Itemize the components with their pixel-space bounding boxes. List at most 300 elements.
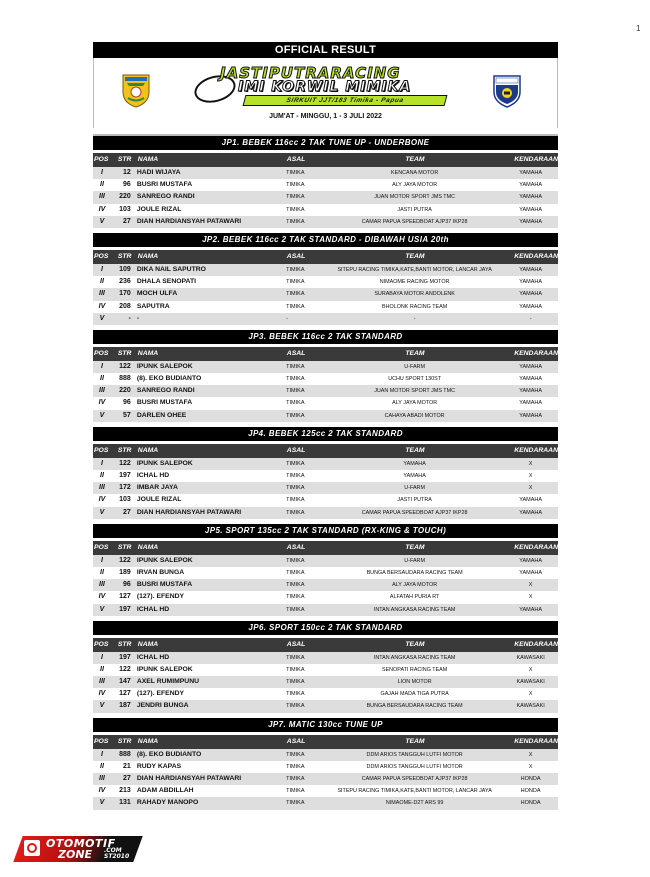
result-section bbox=[93, 718, 558, 810]
cell-asal: TIMIKA bbox=[286, 654, 305, 661]
cell-str: 96 bbox=[123, 581, 131, 589]
table-row bbox=[93, 470, 558, 482]
section-title: JP7. MATIC 130cc TUNE UP bbox=[93, 718, 558, 735]
column-header-row bbox=[93, 153, 558, 167]
table-row bbox=[93, 167, 558, 179]
cell-str: 109 bbox=[119, 265, 131, 273]
brand-line1: JASTIPUTRARACING bbox=[220, 64, 401, 82]
cell-team: LION MOTOR bbox=[397, 679, 432, 686]
cell-team: NIMAOME-D2T ARS 99 bbox=[385, 800, 444, 807]
cell-nama: IMBAR JAYA bbox=[136, 484, 178, 492]
column-header-nama: NAMA bbox=[137, 349, 159, 357]
table-row bbox=[93, 773, 558, 785]
column-header-str: STR bbox=[117, 737, 132, 745]
cell-str: 213 bbox=[119, 787, 131, 795]
cell-asal: TIMIKA bbox=[286, 400, 305, 407]
cell-kendaraan: X bbox=[528, 763, 533, 770]
cell-str: 236 bbox=[119, 278, 131, 286]
cell-asal: TIMIKA bbox=[286, 218, 305, 225]
imi-papua-emblem-icon bbox=[492, 74, 522, 108]
section-title: JP5. SPORT 135cc 2 TAK STANDARD (RX-KING & TOUCH) bbox=[93, 524, 558, 541]
column-header-pos: POS bbox=[94, 252, 109, 260]
result-rows bbox=[93, 652, 558, 713]
cell-str: 127 bbox=[119, 593, 131, 601]
cell-asal: TIMIKA bbox=[286, 291, 305, 298]
column-header-asal: ASAL bbox=[286, 252, 306, 260]
cell-nama: SANREGO RANDI bbox=[136, 193, 195, 201]
table-row bbox=[93, 494, 558, 506]
cell-team: JUAN MOTOR SPORT JMS TMC bbox=[374, 194, 455, 201]
cell-nama: SAPUTRA bbox=[136, 302, 170, 310]
result-section bbox=[93, 233, 558, 325]
cell-kendaraan: X bbox=[528, 751, 533, 758]
column-header-team: TEAM bbox=[405, 446, 425, 454]
cell-pos: V bbox=[99, 314, 105, 322]
table-row bbox=[93, 785, 558, 797]
cell-asal: TIMIKA bbox=[286, 582, 305, 589]
cell-kendaraan: YAMAHA bbox=[519, 497, 543, 504]
cell-kendaraan: YAMAHA bbox=[519, 170, 543, 176]
cell-team: YAMAHA bbox=[403, 473, 426, 479]
watermark-line3 bbox=[104, 848, 129, 860]
cell-pos: III bbox=[99, 484, 105, 492]
cell-str: 96 bbox=[123, 181, 131, 189]
column-header-row bbox=[93, 444, 558, 458]
cell-str: 220 bbox=[119, 387, 131, 395]
table-row bbox=[93, 373, 558, 385]
column-header-row bbox=[93, 541, 558, 555]
cell-asal: TIMIKA bbox=[286, 279, 305, 286]
column-header-pos: POS bbox=[94, 640, 109, 648]
column-header-team: TEAM bbox=[405, 640, 425, 648]
cell-pos: II bbox=[100, 665, 104, 673]
cell-kendaraan: YAMAHA bbox=[519, 363, 543, 370]
cell-nama: DARLEN OHEE bbox=[136, 411, 187, 419]
cell-nama: IPUNK SALEPOK bbox=[136, 556, 193, 564]
cell-str: 122 bbox=[119, 362, 131, 370]
cell-kendaraan: YAMAHA bbox=[519, 291, 543, 298]
cell-asal: TIMIKA bbox=[286, 679, 305, 686]
cell-asal: TIMIKA bbox=[286, 170, 305, 176]
column-header-pos: POS bbox=[94, 156, 109, 163]
watermark-est: ST2010 bbox=[104, 853, 130, 860]
table-row bbox=[93, 313, 558, 325]
cell-pos: V bbox=[99, 411, 105, 419]
page-number: 1 bbox=[636, 24, 641, 33]
table-row bbox=[93, 482, 558, 494]
cell-kendaraan: X bbox=[528, 485, 533, 492]
cell-str: 187 bbox=[119, 702, 131, 710]
column-header-nama: NAMA bbox=[137, 737, 159, 745]
cell-pos: III bbox=[99, 678, 105, 686]
column-header-kendaraan: KENDARAAN bbox=[514, 737, 558, 745]
cell-asal: TIMIKA bbox=[286, 569, 305, 576]
cell-pos: II bbox=[100, 278, 104, 286]
cell-nama: BUSRI MUSTAFA bbox=[136, 399, 193, 407]
cell-asal: TIMIKA bbox=[286, 376, 305, 383]
column-header-str: STR bbox=[117, 446, 132, 454]
cell-str: 170 bbox=[119, 290, 131, 298]
cell-kendaraan: X bbox=[528, 460, 533, 467]
column-header-nama: NAMA bbox=[137, 640, 159, 648]
cell-str: 122 bbox=[119, 665, 131, 673]
cell-team: KENCANA MOTOR bbox=[391, 170, 439, 176]
brand-strip: SIRKUIT JJT/183 Timika - Papua bbox=[243, 95, 448, 106]
cell-kendaraan: YAMAHA bbox=[519, 606, 543, 613]
cell-team: SURABAYA MOTOR ANDOLENK bbox=[374, 291, 455, 298]
cell-team: INTAN ANGKASA RACING TEAM bbox=[373, 606, 456, 613]
column-header-kendaraan: KENDARAAN bbox=[514, 543, 558, 551]
event-banner bbox=[93, 58, 558, 128]
table-row bbox=[93, 191, 558, 203]
cell-pos: IV bbox=[98, 690, 106, 698]
column-header-row bbox=[93, 735, 558, 749]
cell-pos: I bbox=[100, 169, 103, 176]
cell-asal: TIMIKA bbox=[286, 557, 305, 564]
cell-nama: DHALA SENOPATI bbox=[136, 278, 196, 286]
cell-str: 131 bbox=[119, 799, 131, 807]
cell-team: U-FARM bbox=[404, 485, 425, 492]
cell-pos: III bbox=[99, 581, 105, 589]
cell-kendaraan: YAMAHA bbox=[519, 279, 543, 286]
cell-str: 220 bbox=[119, 193, 131, 201]
cell-team: ALY JAYA MOTOR bbox=[392, 182, 438, 189]
table-row bbox=[93, 507, 558, 519]
cell-str: 197 bbox=[119, 472, 131, 479]
cell-str: 12 bbox=[123, 169, 131, 176]
cell-team: CAMAR PAPUA SPEEDBOAT AJP37 IKP28 bbox=[361, 776, 468, 782]
cell-asal: TIMIKA bbox=[286, 691, 305, 698]
cell-nama: ADAM ABDILLAH bbox=[136, 787, 194, 795]
column-header-asal: ASAL bbox=[286, 737, 306, 745]
cell-pos: II bbox=[100, 472, 104, 479]
column-header-team: TEAM bbox=[405, 737, 425, 745]
cell-team: BUNGA BERSAUDARA RACING TEAM bbox=[366, 569, 463, 576]
cell-team: U-FARM bbox=[404, 363, 425, 370]
cell-team: ALY JAYA MOTOR bbox=[392, 400, 438, 407]
cell-nama: RAHADY MANOPO bbox=[136, 799, 199, 807]
cell-pos: I bbox=[100, 750, 103, 758]
table-row bbox=[93, 276, 558, 288]
cell-str: 888 bbox=[119, 375, 131, 383]
cell-pos: I bbox=[100, 265, 103, 273]
section-title: JP1. BEBEK 116cc 2 TAK TUNE UP - UNDERBONE bbox=[93, 136, 558, 153]
column-header-kendaraan: KENDARAAN bbox=[514, 640, 558, 648]
column-header-kendaraan: KENDARAAN bbox=[514, 156, 558, 163]
cell-pos: IV bbox=[98, 787, 106, 795]
table-row bbox=[93, 579, 558, 591]
cell-kendaraan: X bbox=[528, 473, 533, 479]
cell-asal: TIMIKA bbox=[286, 194, 305, 201]
cell-asal: TIMIKA bbox=[286, 666, 305, 673]
cell-str: 27 bbox=[123, 508, 131, 516]
column-header-team: TEAM bbox=[405, 252, 425, 260]
results-sections bbox=[93, 136, 558, 810]
result-rows bbox=[93, 361, 558, 422]
cell-team: SENOPATI RACING TEAM bbox=[381, 666, 448, 673]
cell-pos: IV bbox=[98, 399, 106, 407]
cell-nama: (8). EKO BUDIANTO bbox=[136, 375, 202, 383]
cell-team: NIMAOME RACING MOTOR bbox=[379, 279, 450, 286]
section-title: JP6. SPORT 150cc 2 TAK STANDARD bbox=[93, 621, 558, 638]
table-row bbox=[93, 458, 558, 470]
cell-asal: TIMIKA bbox=[286, 788, 305, 795]
cell-asal: TIMIKA bbox=[286, 497, 305, 504]
column-header-kendaraan: KENDARAAN bbox=[514, 349, 558, 357]
column-header-asal: ASAL bbox=[286, 349, 306, 357]
cell-asal: TIMIKA bbox=[286, 412, 305, 419]
cell-kendaraan: YAMAHA bbox=[519, 303, 543, 310]
results-sheet bbox=[93, 42, 558, 810]
cell-nama: - bbox=[136, 314, 140, 322]
table-row bbox=[93, 216, 558, 228]
cell-pos: IV bbox=[98, 593, 106, 601]
cell-kendaraan: HONDA bbox=[520, 788, 541, 795]
cell-pos: I bbox=[100, 556, 103, 564]
cell-str: 197 bbox=[119, 605, 131, 613]
result-rows bbox=[93, 458, 558, 519]
cell-team: SITEPU RACING TIMIKA,KATE,BANTI MOTOR, LANCAR JAYA bbox=[337, 266, 492, 273]
table-row bbox=[93, 664, 558, 676]
table-row bbox=[93, 749, 558, 761]
cell-str: 122 bbox=[119, 556, 131, 564]
cell-str: 147 bbox=[119, 678, 131, 686]
cell-nama: DIAN HARDIANSYAH PATAWARI bbox=[136, 217, 242, 225]
cell-str: 96 bbox=[123, 399, 131, 407]
cell-team: CAMAR PAPUA SPEEDBOAT AJP37 IKP28 bbox=[361, 509, 468, 516]
table-row bbox=[93, 361, 558, 373]
mimika-regency-emblem-icon bbox=[121, 72, 151, 108]
column-header-str: STR bbox=[117, 156, 132, 163]
cell-asal: TIMIKA bbox=[286, 363, 305, 370]
result-section bbox=[93, 621, 558, 713]
watermark-logo bbox=[18, 836, 148, 862]
cell-team: SITEPU RACING TIMIKA,KATE,BANTI MOTOR, LANCAR JAYA bbox=[337, 788, 492, 795]
cell-nama: HADI WIJAYA bbox=[136, 169, 181, 176]
section-title: JP3. BEBEK 116cc 2 TAK STANDARD bbox=[93, 330, 558, 347]
cell-kendaraan: YAMAHA bbox=[519, 218, 543, 225]
cell-kendaraan: YAMAHA bbox=[519, 194, 543, 201]
cell-nama: IPUNK SALEPOK bbox=[136, 459, 193, 467]
cell-str: 21 bbox=[123, 762, 131, 770]
table-row bbox=[93, 567, 558, 579]
cell-kendaraan: YAMAHA bbox=[519, 412, 543, 419]
section-title: JP2. BEBEK 116cc 2 TAK STANDARD - DIBAWAH USIA 20th bbox=[93, 233, 558, 250]
column-header-row bbox=[93, 250, 558, 264]
cell-nama: IRVAN BUNGA bbox=[136, 568, 185, 576]
column-header-kendaraan: KENDARAAN bbox=[514, 446, 558, 454]
cell-kendaraan: YAMAHA bbox=[519, 376, 543, 383]
column-header-nama: NAMA bbox=[137, 446, 159, 454]
cell-team: BUNGA BERSAUDARA RACING TEAM bbox=[366, 703, 463, 710]
table-row bbox=[93, 264, 558, 276]
cell-str: 103 bbox=[119, 205, 131, 213]
table-row bbox=[93, 652, 558, 664]
cell-nama: JOULE RIZAL bbox=[136, 205, 182, 213]
cell-kendaraan: KAWASAKI bbox=[516, 654, 545, 661]
result-rows bbox=[93, 749, 558, 810]
cell-pos: V bbox=[99, 605, 105, 613]
cell-nama: AXEL RUMIMPUNU bbox=[136, 678, 200, 686]
cell-nama: IPUNK SALEPOK bbox=[136, 362, 193, 370]
cell-kendaraan: - bbox=[529, 315, 532, 322]
cell-pos: III bbox=[99, 775, 105, 782]
column-header-str: STR bbox=[117, 252, 132, 260]
cell-asal: TIMIKA bbox=[286, 206, 305, 213]
cell-kendaraan: YAMAHA bbox=[519, 557, 543, 564]
cell-nama: ICHAL HD bbox=[136, 653, 170, 661]
cell-team: INTAN ANGKASA RACING TEAM bbox=[373, 654, 456, 661]
cell-asal: TIMIKA bbox=[286, 763, 305, 770]
column-header-nama: NAMA bbox=[137, 156, 159, 163]
cell-pos: II bbox=[100, 181, 104, 189]
column-header-str: STR bbox=[117, 543, 132, 551]
column-header-pos: POS bbox=[94, 737, 109, 745]
cell-nama: (127). EFENDY bbox=[136, 690, 185, 698]
cell-asal: TIMIKA bbox=[286, 460, 305, 467]
cell-pos: II bbox=[100, 375, 104, 383]
cell-team: JASTI PUTRA bbox=[397, 497, 432, 504]
cell-nama: MOCH ULFA bbox=[136, 290, 178, 298]
cell-kendaraan: YAMAHA bbox=[519, 400, 543, 407]
cell-nama: (127). EFENDY bbox=[136, 593, 185, 601]
cell-kendaraan: HONDA bbox=[520, 776, 541, 782]
result-rows bbox=[93, 555, 558, 616]
cell-asal: TIMIKA bbox=[286, 606, 305, 613]
result-section bbox=[93, 330, 558, 422]
cell-nama: JENDRI BUNGA bbox=[136, 702, 189, 710]
cell-str: 888 bbox=[119, 750, 131, 758]
cell-nama: DIAN HARDIANSYAH PATAWARI bbox=[136, 508, 242, 516]
cell-str: 103 bbox=[119, 496, 131, 504]
column-header-kendaraan: KENDARAAN bbox=[514, 252, 558, 260]
cell-str: 27 bbox=[123, 217, 131, 225]
cell-asal: TIMIKA bbox=[286, 776, 305, 782]
watermark-domain: .COM bbox=[104, 847, 122, 854]
cell-team: CAHAYA ABADI MOTOR bbox=[384, 412, 445, 419]
cell-pos: II bbox=[100, 762, 104, 770]
cell-team: CAMAR PAPUA SPEEDBOAT AJP37 IKP28 bbox=[361, 218, 468, 225]
cell-kendaraan: YAMAHA bbox=[519, 206, 543, 213]
watermark-line2: ZONE bbox=[58, 848, 93, 861]
cell-asal: TIMIKA bbox=[286, 800, 305, 807]
cell-pos: III bbox=[99, 193, 105, 201]
camera-icon bbox=[24, 840, 40, 856]
cell-kendaraan: KAWASAKI bbox=[516, 679, 545, 686]
cell-pos: I bbox=[100, 459, 103, 467]
cell-kendaraan: KAWASAKI bbox=[516, 703, 545, 710]
column-header-pos: POS bbox=[94, 543, 109, 551]
table-row bbox=[93, 410, 558, 422]
cell-team: ALY JAYA MOTOR bbox=[392, 582, 438, 589]
result-section bbox=[93, 427, 558, 519]
cell-team: U-FARM bbox=[404, 557, 425, 564]
cell-kendaraan: X bbox=[528, 691, 533, 698]
cell-str: 172 bbox=[119, 484, 131, 492]
cell-asal: TIMIKA bbox=[286, 303, 305, 310]
result-section bbox=[93, 524, 558, 616]
table-row bbox=[93, 761, 558, 773]
column-header-str: STR bbox=[117, 349, 132, 357]
column-header-asal: ASAL bbox=[286, 156, 306, 163]
table-row bbox=[93, 385, 558, 397]
cell-asal: TIMIKA bbox=[286, 485, 305, 492]
cell-pos: IV bbox=[98, 302, 106, 310]
table-row bbox=[93, 397, 558, 409]
cell-team: UCHU SPORT 130ST bbox=[388, 376, 442, 383]
column-header-asal: ASAL bbox=[286, 543, 306, 551]
cell-str: 122 bbox=[119, 459, 131, 467]
table-row bbox=[93, 591, 558, 603]
cell-kendaraan: X bbox=[528, 666, 533, 673]
table-row bbox=[93, 301, 558, 313]
cell-asal: TIMIKA bbox=[286, 388, 305, 395]
page-title: OFFICIAL RESULT bbox=[93, 42, 558, 58]
cell-team: DDM ARIOS TANGGUH LUTFI MOTOR bbox=[366, 763, 463, 770]
column-header-nama: NAMA bbox=[137, 252, 159, 260]
result-rows bbox=[93, 264, 558, 325]
cell-asal: TIMIKA bbox=[286, 594, 305, 601]
cell-pos: V bbox=[99, 799, 105, 807]
cell-asal: - bbox=[286, 315, 289, 322]
cell-str: 189 bbox=[119, 568, 131, 576]
cell-pos: I bbox=[100, 362, 103, 370]
brand-line2: IMI KORWIL MIMIKA bbox=[238, 79, 412, 95]
cell-pos: III bbox=[99, 387, 105, 395]
cell-kendaraan: X bbox=[528, 594, 533, 601]
column-header-pos: POS bbox=[94, 446, 109, 454]
table-row bbox=[93, 204, 558, 216]
column-header-str: STR bbox=[117, 640, 132, 648]
cell-pos: V bbox=[99, 217, 105, 225]
cell-str: 197 bbox=[119, 653, 131, 661]
cell-pos: V bbox=[99, 702, 105, 710]
table-row bbox=[93, 288, 558, 300]
cell-asal: TIMIKA bbox=[286, 473, 305, 479]
cell-kendaraan: YAMAHA bbox=[519, 266, 543, 273]
column-header-row bbox=[93, 347, 558, 361]
column-header-team: TEAM bbox=[405, 156, 425, 163]
cell-team: - bbox=[413, 315, 416, 322]
cell-kendaraan: YAMAHA bbox=[519, 182, 543, 189]
event-date: JUM'AT - MINGGU, 1 - 3 JULI 2022 bbox=[269, 113, 382, 120]
cell-asal: TIMIKA bbox=[286, 182, 305, 189]
cell-pos: IV bbox=[98, 205, 106, 213]
cell-nama: SANREGO RANDI bbox=[136, 387, 195, 395]
cell-str: - bbox=[128, 314, 131, 322]
cell-nama: BUSRI MUSTAFA bbox=[136, 581, 193, 589]
column-header-nama: NAMA bbox=[137, 543, 159, 551]
cell-team: BHOLONK RACING TEAM bbox=[382, 303, 448, 310]
cell-nama: RUDY KAPAS bbox=[136, 762, 182, 770]
cell-asal: TIMIKA bbox=[286, 266, 305, 273]
cell-nama: DIKA NAIL SAPUTRO bbox=[136, 265, 206, 273]
cell-kendaraan: YAMAHA bbox=[519, 509, 543, 516]
cell-nama: (8). EKO BUDIANTO bbox=[136, 750, 202, 758]
table-row bbox=[93, 797, 558, 809]
cell-pos: V bbox=[99, 508, 105, 516]
cell-kendaraan: YAMAHA bbox=[519, 569, 543, 576]
cell-pos: II bbox=[100, 568, 104, 576]
cell-nama: ICHAL HD bbox=[136, 605, 170, 613]
cell-asal: TIMIKA bbox=[286, 509, 305, 516]
cell-nama: JOULE RIZAL bbox=[136, 496, 182, 504]
table-row bbox=[93, 604, 558, 616]
column-header-asal: ASAL bbox=[286, 446, 306, 454]
cell-team: ALFATAH PURIA RT bbox=[389, 594, 440, 601]
cell-str: 57 bbox=[123, 411, 131, 419]
column-header-asal: ASAL bbox=[286, 640, 306, 648]
